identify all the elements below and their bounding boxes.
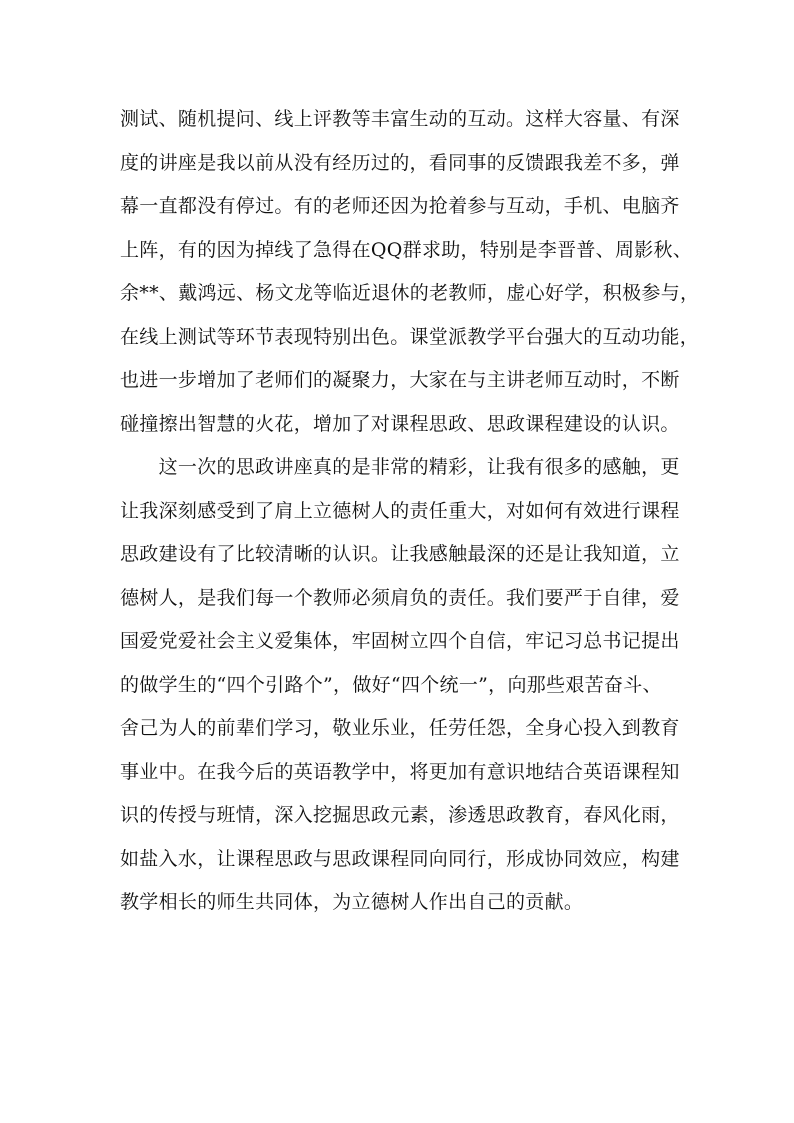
paragraph-start-line: 这一次的思政讲座真的是非常的精彩，让我有很多的感触，更 [120,456,680,478]
text-line: 舍己为人的前辈们学习，敬业乐业，任劳任怨，全身心投入到教育 [120,717,680,739]
text-line: 事业中。在我今后的英语教学中，将更加有意识地结合英语课程知 [120,760,680,783]
text-line: 让我深刻感受到了肩上立德树人的责任重大，对如何有效进行课程 [120,499,680,522]
text-line: 也进一步增加了老师们的凝聚力，大家在与主讲老师互动时，不断 [120,369,680,391]
text-line: 测试、随机提问、线上评教等丰富生动的互动。这样大容量、有深 [120,108,680,130]
text-line: 识的传授与班情，深入挖掘思政元素，渗透思政教育，春风化雨， [120,804,680,826]
text-line: 德树人，是我们每一个教师必须肩负的责任。我们要严于自律，爱 [120,586,680,609]
text-line: 碰撞擦出智慧的火花，增加了对课程思政、思政课程建设的认识。 [120,412,680,435]
text-line: 幕一直都没有停过。有的老师还因为抢着参与互动，手机、电脑齐 [120,195,680,217]
text-line: 教学相长的师生共同体，为立德树人作出自己的贡献。 [120,891,584,913]
text-line: 的做学生的“四个引路个”，做好“四个统一”，向那些艰苦奋斗、 [120,673,662,696]
text-line: 如盐入水，让课程思政与思政课程同向同行，形成协同效应，构建 [120,847,680,870]
text-line: 思政建设有了比较清晰的认识。让我感触最深的还是让我知道，立 [120,543,680,565]
text-line: 国爱党爱社会主义爱集体，牢固树立四个自信，牢记习总书记提出 [120,630,680,652]
text-line: 在线上测试等环节表现特别出色。课堂派教学平台强大的互动功能， [120,325,700,348]
text-line: 余**、戴鸿远、杨文龙等临近退休的老教师，虚心好学，积极参与， [120,282,700,304]
body-text [120,98,700,925]
text-line: 度的讲座是我以前从没有经历过的，看同事的反馈跟我差不多，弹 [120,151,680,174]
text-line: 上阵，有的因为掉线了急得在QQ群求助，特别是李晋普、周影秋、 [120,238,693,261]
